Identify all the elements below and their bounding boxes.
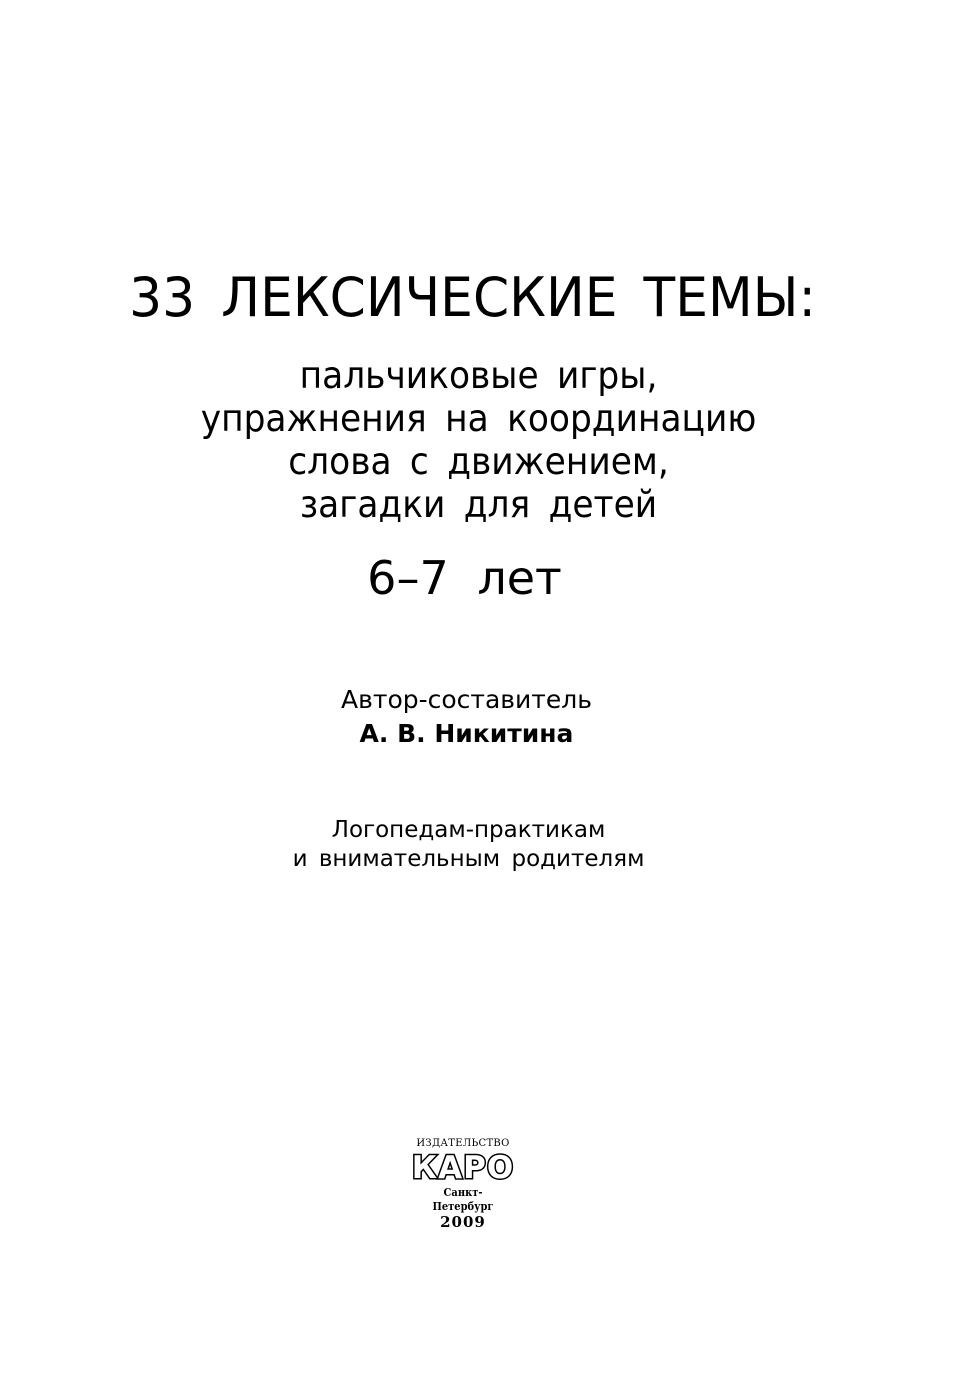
subtitle-line: пальчиковые игры, <box>299 354 658 397</box>
book-title: 33 ЛЕКСИЧЕСКИЕ ТЕМЫ: <box>129 266 816 329</box>
publication-year: 2009 <box>440 1213 486 1231</box>
publisher-label: ИЗДАТЕЛЬСТВО <box>416 1138 510 1149</box>
author-label: Автор-составитель <box>341 685 592 714</box>
age-range: 6–7 лет <box>367 551 562 605</box>
publisher-logo-text: КАРО <box>411 1151 515 1183</box>
publisher-city: Санкт-Петербург <box>432 1186 494 1213</box>
target-audience <box>0 816 947 874</box>
publisher-imprint <box>408 1138 518 1231</box>
subtitle-line: загадки для детей <box>299 483 658 526</box>
audience-line: Логопедам-практикам <box>331 817 606 843</box>
audience-line: и внимательным родителям <box>292 846 645 872</box>
karo-logo-icon <box>411 1151 515 1183</box>
subtitle-line: слова с движением, <box>288 440 669 483</box>
author-name: А. В. Никитина <box>359 719 574 748</box>
subtitle-line: упражнения на координацию <box>200 397 757 440</box>
book-subtitle <box>33 354 923 526</box>
